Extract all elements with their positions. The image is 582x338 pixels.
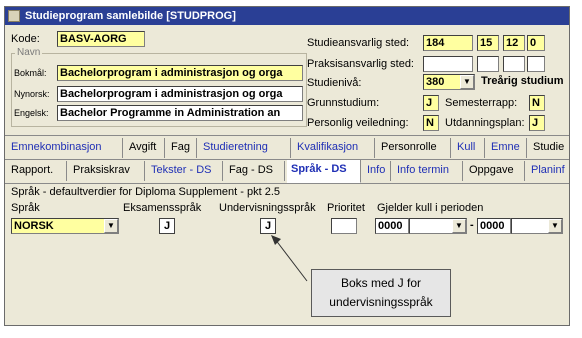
- navn-group-label: Navn: [17, 47, 41, 58]
- tab-info[interactable]: Info: [363, 161, 391, 181]
- col-header-eksamensspraak: Eksamensspråk: [123, 202, 202, 214]
- tab-studieretning[interactable]: Studieretning: [199, 138, 291, 158]
- sprak-select[interactable]: NORSK: [11, 218, 119, 234]
- personlig-veiledning-field[interactable]: N: [423, 115, 439, 131]
- tab-planinf[interactable]: Planinf: [531, 164, 565, 176]
- tab-personrolle[interactable]: Personrolle: [377, 138, 451, 158]
- col-header-undervisningsspraak: Undervisningsspråk: [219, 202, 316, 214]
- studieniva-label: Studienivå:: [307, 77, 362, 89]
- studieansvarlig-inst2[interactable]: 12: [503, 35, 525, 51]
- tab-avgift[interactable]: Avgift: [125, 138, 165, 158]
- praksisansvarlig-fak[interactable]: [477, 56, 499, 72]
- tab-kull[interactable]: Kull: [453, 138, 485, 158]
- divider: [5, 135, 569, 136]
- tab-oppgave[interactable]: Oppgave: [465, 161, 525, 181]
- studieansvarlig-gr[interactable]: 0: [527, 35, 545, 51]
- engelsk-label: Engelsk:: [14, 108, 49, 118]
- praksisansvarlig-inst[interactable]: [423, 56, 473, 72]
- praksisansvarlig-inst2[interactable]: [503, 56, 525, 72]
- col-header-prioritet: Prioritet: [327, 202, 365, 214]
- prioritet-field[interactable]: [331, 218, 357, 234]
- title-bar: [5, 7, 569, 25]
- tab-sprak-ds[interactable]: Språk - DS: [287, 160, 361, 183]
- grunnstudium-label: Grunnstudium:: [307, 97, 380, 109]
- tab-tekster-ds[interactable]: Tekster - DS: [147, 161, 223, 181]
- praksisansvarlig-gr[interactable]: [527, 56, 545, 72]
- panel-description: Språk - defaultverdier for Diploma Supplement - pkt 2.5: [11, 186, 281, 198]
- studieansvarlig-label: Studieansvarlig sted:: [307, 37, 410, 49]
- callout-line-1: Boks med J for: [340, 276, 422, 290]
- grunnstudium-field[interactable]: J: [423, 95, 439, 111]
- chevron-down-icon[interactable]: ▼: [548, 219, 562, 233]
- callout-line-2: undervisningsspråk: [329, 295, 433, 309]
- kode-label: Kode:: [11, 33, 40, 45]
- eksamensspraak-checkbox[interactable]: J: [159, 218, 175, 234]
- til-ar-field[interactable]: 0000: [477, 218, 511, 234]
- semesterrapp-label: Semesterrapp:: [445, 97, 518, 109]
- chevron-down-icon[interactable]: ▼: [104, 219, 118, 233]
- personlig-veiledning-label: Personlig veiledning:: [307, 117, 409, 129]
- studieansvarlig-inst[interactable]: 184: [423, 35, 473, 51]
- tab-kvalifikasjon[interactable]: Kvalifikasjon: [293, 138, 375, 158]
- tab-fag-ds[interactable]: Fag - DS: [225, 161, 285, 181]
- praksisansvarlig-label: Praksisansvarlig sted:: [307, 58, 414, 70]
- nynorsk-field[interactable]: Bachelorprogram i administrasjon og orga: [57, 86, 303, 102]
- tab-info-termin[interactable]: Info termin: [393, 161, 463, 181]
- semesterrapp-field[interactable]: N: [529, 95, 545, 111]
- tab-rapport[interactable]: Rapport.: [7, 161, 67, 181]
- tab-studie[interactable]: Studie: [533, 141, 565, 153]
- callout-annotation: [311, 269, 451, 317]
- tab-emne[interactable]: Emne: [487, 138, 527, 158]
- studieprogram-window: [4, 6, 570, 326]
- app-icon: [8, 10, 20, 22]
- kode-field[interactable]: BASV-AORG: [57, 31, 145, 47]
- studieniva-select[interactable]: 380: [423, 74, 475, 90]
- engelsk-field[interactable]: Bachelor Programme in Administration an: [57, 105, 303, 121]
- studieansvarlig-fak[interactable]: 15: [477, 35, 499, 51]
- divider: [5, 183, 569, 184]
- window-title: Studieprogram samlebilde [STUDPROG]: [25, 10, 236, 22]
- studieniva-desc: Treårig studium: [481, 75, 564, 87]
- tab-emnekombinasjon[interactable]: Emnekombinasjon: [7, 138, 123, 158]
- utdanningsplan-label: Utdanningsplan:: [445, 117, 525, 129]
- undervisningsspraak-checkbox[interactable]: J: [260, 218, 276, 234]
- chevron-down-icon[interactable]: ▼: [460, 75, 474, 89]
- utdanningsplan-field[interactable]: J: [529, 115, 545, 131]
- fra-ar-field[interactable]: 0000: [375, 218, 409, 234]
- period-dash: -: [470, 219, 474, 231]
- tab-praksiskrav[interactable]: Praksiskrav: [69, 161, 145, 181]
- chevron-down-icon[interactable]: ▼: [452, 219, 466, 233]
- tab-fag[interactable]: Fag: [167, 138, 197, 158]
- nynorsk-label: Nynorsk:: [14, 89, 50, 99]
- bokmal-label: Bokmål:: [14, 68, 47, 78]
- col-header-gjelder-kull: Gjelder kull i perioden: [377, 202, 484, 214]
- bokmal-field[interactable]: Bachelorprogram i administrasjon og orga: [57, 65, 303, 81]
- col-header-sprak: Språk: [11, 202, 40, 214]
